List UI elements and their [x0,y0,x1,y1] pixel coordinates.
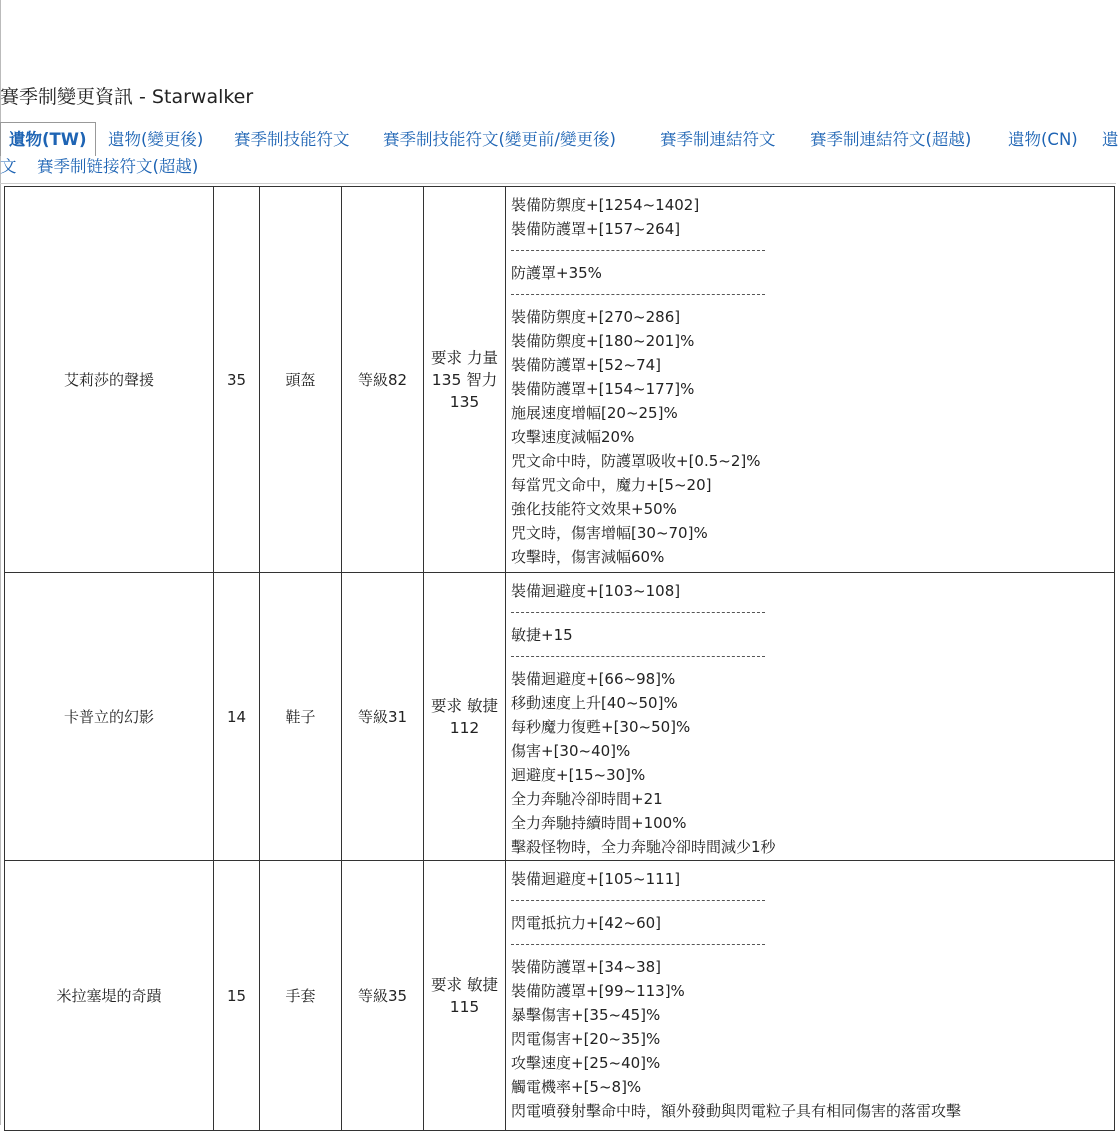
tab-overflow[interactable]: 遺 [1102,130,1119,149]
relic-requirement: 要求 力量 135 智力 135 [424,187,506,573]
relic-number: 14 [214,573,260,861]
effect-line: 每秒魔力復甦+[30~50]% [511,718,691,736]
effect-line: 裝備防護罩+[52~74] [511,356,662,374]
effect-line: 全力奔馳持續時間+100% [511,814,687,832]
effect-line: 閃電抵抗力+[42~60] [511,914,662,932]
effect-line: 閃電噴發射擊命中時，額外發動與閃電粒子具有相同傷害的落雷攻擊 [511,1102,962,1120]
table-row [5,187,1115,573]
effect-line: 全力奔馳冷卻時間+21 [511,790,663,808]
effect-line: 傷害+[30~40]% [511,742,631,760]
effect-line: 迴避度+[15~30]% [511,766,646,784]
effect-line: 裝備防禦度+[270~286] [511,308,681,326]
relic-name: 米拉塞堤的奇蹟 [5,861,214,1131]
table-row [5,861,1115,1131]
tab-bar [0,120,1119,182]
tab-relic-changed[interactable]: 遺物(變更後) [108,130,204,149]
effect-line: 敏捷+15 [511,626,573,644]
relic-requirement: 要求 敏捷 115 [424,861,506,1131]
tab-relic-tw[interactable]: 遺物(TW) [0,122,96,156]
effect-line: 每當咒文命中，魔力+[5~20] [511,476,712,494]
relic-requirement: 要求 敏捷 112 [424,573,506,861]
relic-level: 等級82 [342,187,424,573]
tab-season-skill-rune-before-after[interactable]: 賽季制技能符文(變更前/變更後) [383,130,616,149]
relic-number: 15 [214,861,260,1131]
effect-line: 裝備迴避度+[105~111] [511,870,681,888]
effect-separator [511,944,765,945]
effect-line: 咒文時，傷害增幅[30~70]% [511,524,708,542]
effect-line: 攻擊時，傷害減幅60% [511,548,665,566]
effect-line: 咒文命中時，防護罩吸收+[0.5~2]% [511,452,761,470]
effect-line: 閃電傷害+[20~35]% [511,1030,661,1048]
effect-separator [511,250,765,251]
effect-line: 裝備防禦度+[180~201]% [511,332,695,350]
effect-line: 裝備防護罩+[154~177]% [511,380,695,398]
effect-line: 暴擊傷害+[35~45]% [511,1006,661,1024]
effect-line: 防護罩+35% [511,264,602,282]
tab-overflow-continued[interactable]: 文 [0,157,17,176]
effect-line: 觸電機率+[5~8]% [511,1078,642,1096]
relic-effects [506,861,1115,1131]
effect-separator [511,294,765,295]
effect-line: 裝備防護罩+[99~113]% [511,982,685,1000]
tab-season-link-rune-transcend-cn[interactable]: 賽季制链接符文(超越) [37,157,199,176]
tab-season-link-rune[interactable]: 賽季制連結符文 [660,130,776,149]
relic-table [4,186,1115,1131]
effect-separator [511,612,765,613]
relic-level: 等級35 [342,861,424,1131]
relic-slot: 手套 [260,861,342,1131]
table-row [5,573,1115,861]
tab-relic-cn[interactable]: 遺物(CN) [1008,130,1078,149]
tab-season-skill-rune[interactable]: 賽季制技能符文 [234,130,350,149]
effect-separator [511,900,765,901]
effect-line: 移動速度上升[40~50]% [511,694,678,712]
effect-line: 強化技能符文效果+50% [511,500,677,518]
relic-slot: 鞋子 [260,573,342,861]
effect-line: 裝備迴避度+[103~108] [511,582,681,600]
relic-effects [506,187,1115,573]
page-title: 賽季制變更資訊 - Starwalker [0,86,254,108]
effect-line: 攻擊速度+[25~40]% [511,1054,661,1072]
effect-separator [511,656,765,657]
effect-line: 裝備防護罩+[34~38] [511,958,662,976]
relic-effects [506,573,1115,861]
effect-line: 施展速度增幅[20~25]% [511,404,678,422]
relic-name: 艾莉莎的聲援 [5,187,214,573]
relic-name: 卡普立的幻影 [5,573,214,861]
effect-line: 裝備防禦度+[1254~1402] [511,196,700,214]
tabs-divider [0,183,1116,184]
relic-level: 等級31 [342,573,424,861]
effect-line: 攻擊速度減幅20% [511,428,635,446]
effect-line: 裝備防護罩+[157~264] [511,220,681,238]
tab-season-link-rune-transcend[interactable]: 賽季制連結符文(超越) [810,130,972,149]
relic-slot: 頭盔 [260,187,342,573]
effect-line: 裝備迴避度+[66~98]% [511,670,676,688]
relic-number: 35 [214,187,260,573]
effect-line: 擊殺怪物時，全力奔馳冷卻時間減少1秒 [511,838,776,856]
